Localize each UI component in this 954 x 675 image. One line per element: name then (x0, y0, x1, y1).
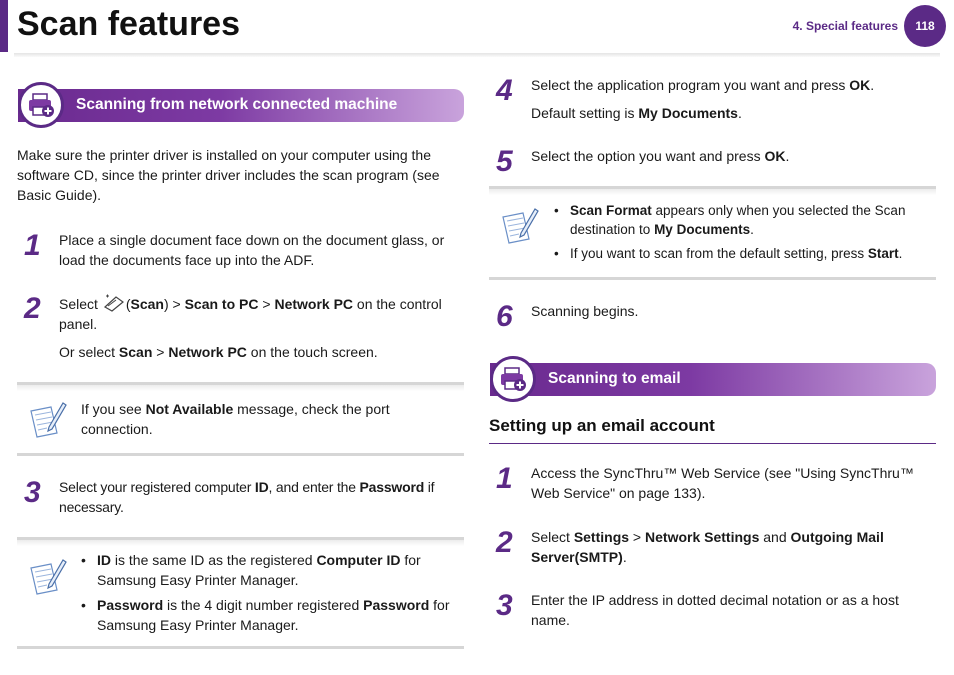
text-run: Default setting is (531, 105, 639, 121)
step-number: 1 (496, 462, 513, 495)
text-run: My Documents (654, 222, 751, 237)
step-text: Enter the IP address in dotted decimal notation or as a host name. (531, 592, 899, 628)
note-list (81, 550, 457, 640)
bullet: • (554, 246, 559, 261)
step-number: 3 (496, 589, 513, 622)
section-banner-email-scan (490, 363, 936, 396)
text-run: Outgoing Mail Server(SMTP) (531, 529, 884, 565)
list-item (554, 244, 929, 263)
text-run: OK (764, 148, 786, 164)
step-number: 6 (496, 300, 513, 333)
section-title: Scanning from network connected machine (76, 96, 398, 113)
note-pencil-icon (499, 205, 539, 250)
text-run: If you see (81, 401, 146, 417)
text-run: . (737, 105, 742, 121)
note-box (17, 382, 464, 456)
header-divider (14, 53, 940, 57)
step-number: 5 (496, 145, 513, 178)
bullet: • (554, 203, 559, 218)
text-run: Select the option you want and press (531, 148, 765, 164)
text-run: . (870, 77, 875, 93)
printer-icon (490, 356, 536, 402)
step-text: Scanning begins. (531, 303, 639, 319)
note-box (489, 186, 936, 280)
text-run: if necessary. (59, 479, 435, 515)
text-run: appears only when you selected the Scan destination to (570, 203, 906, 237)
note-text (81, 399, 451, 439)
step-text (531, 146, 936, 166)
text-run: Password (363, 597, 430, 613)
text-run: Computer ID (316, 552, 401, 568)
text-run: ( (125, 296, 131, 312)
note-pencil-icon (27, 399, 67, 444)
text-run: If you want to scan from the default setting, press (570, 246, 868, 261)
intro-paragraph: Make sure the printer driver is installed on your computer using the software CD, since the printer driver includes the scan program (see Basic Guide). (17, 147, 440, 203)
text-run: Network Settings (645, 529, 760, 545)
text-run: ID (254, 479, 269, 495)
text-run: for Samsung Easy Printer Manager. (97, 552, 421, 588)
text-run: Scan (130, 296, 164, 312)
step-text (531, 75, 936, 95)
text-run: > (258, 296, 275, 312)
note-list (554, 201, 929, 268)
step-number: 2 (24, 292, 41, 325)
list-item (554, 201, 929, 239)
step-text-default (531, 103, 936, 123)
text-run: Password (97, 597, 164, 613)
step-text (59, 477, 467, 517)
note-pencil-icon (27, 556, 67, 601)
text-run: My Documents (638, 105, 738, 121)
text-run: . (898, 246, 903, 261)
text-run: > (152, 344, 169, 360)
list-item (81, 595, 457, 635)
text-run: on the control panel. (59, 296, 442, 332)
text-run: ) > (163, 296, 185, 312)
step-number: 4 (496, 74, 513, 107)
text-run: . (785, 148, 790, 164)
text-run: on the touch screen. (246, 344, 378, 360)
text-run: Select your registered computer (59, 479, 255, 495)
text-run: and (759, 529, 791, 545)
step-text (531, 527, 931, 567)
text-run: Not Available (145, 401, 234, 417)
text-run: is the same ID as the registered (111, 552, 317, 568)
text-run: > (629, 529, 646, 545)
bullet: • (81, 552, 86, 568)
step-text: Place a single document face down on the document glass, or load the documents face up into the ADF. (59, 232, 445, 268)
text-run: message, check the port connection. (81, 401, 390, 437)
text-run: Scan to PC (184, 296, 259, 312)
section-title: Scanning to email (548, 370, 681, 387)
page-accent-bar (0, 0, 8, 52)
text-run: Password (359, 479, 425, 495)
text-run: OK (849, 77, 871, 93)
text-run: Start (867, 246, 899, 261)
text-run: Settings (573, 529, 630, 545)
text-run: , and enter the (268, 479, 360, 495)
text-run: for Samsung Easy Printer Manager. (97, 597, 450, 633)
text-run: Network PC (168, 344, 247, 360)
step-number: 2 (496, 526, 513, 559)
subheading-divider (489, 443, 936, 444)
text-run: Scan Format (570, 203, 652, 218)
text-run: Network PC (274, 296, 354, 312)
note-box (17, 537, 464, 649)
text-run: ID (97, 552, 111, 568)
text-run: Scan (118, 344, 153, 360)
section-banner-network-scan (18, 89, 464, 122)
text-run: . (750, 222, 754, 237)
step-text: Access the SyncThru™ Web Service (see "Using SyncThru™ Web Service" on page 133). (531, 465, 914, 501)
step-text-alt (59, 342, 467, 362)
subheading: Setting up an email account (489, 416, 715, 435)
text-run: is the 4 digit number registered (163, 597, 364, 613)
chapter-label: 4. Special features (792, 19, 898, 33)
step-number: 3 (24, 476, 41, 509)
scan-button-icon (102, 293, 126, 313)
bullet: • (81, 597, 86, 613)
step-text (59, 293, 467, 334)
page-number-badge: 118 (904, 5, 946, 47)
list-item (81, 550, 457, 590)
text-run: Or select (59, 344, 119, 360)
step-number: 1 (24, 229, 41, 262)
text-run: . (622, 549, 627, 565)
text-run: Select (59, 296, 102, 312)
printer-icon (18, 82, 64, 128)
page-title: Scan features (17, 5, 240, 43)
text-run: Select the application program you want and press (531, 77, 850, 93)
text-run: Select (531, 529, 574, 545)
